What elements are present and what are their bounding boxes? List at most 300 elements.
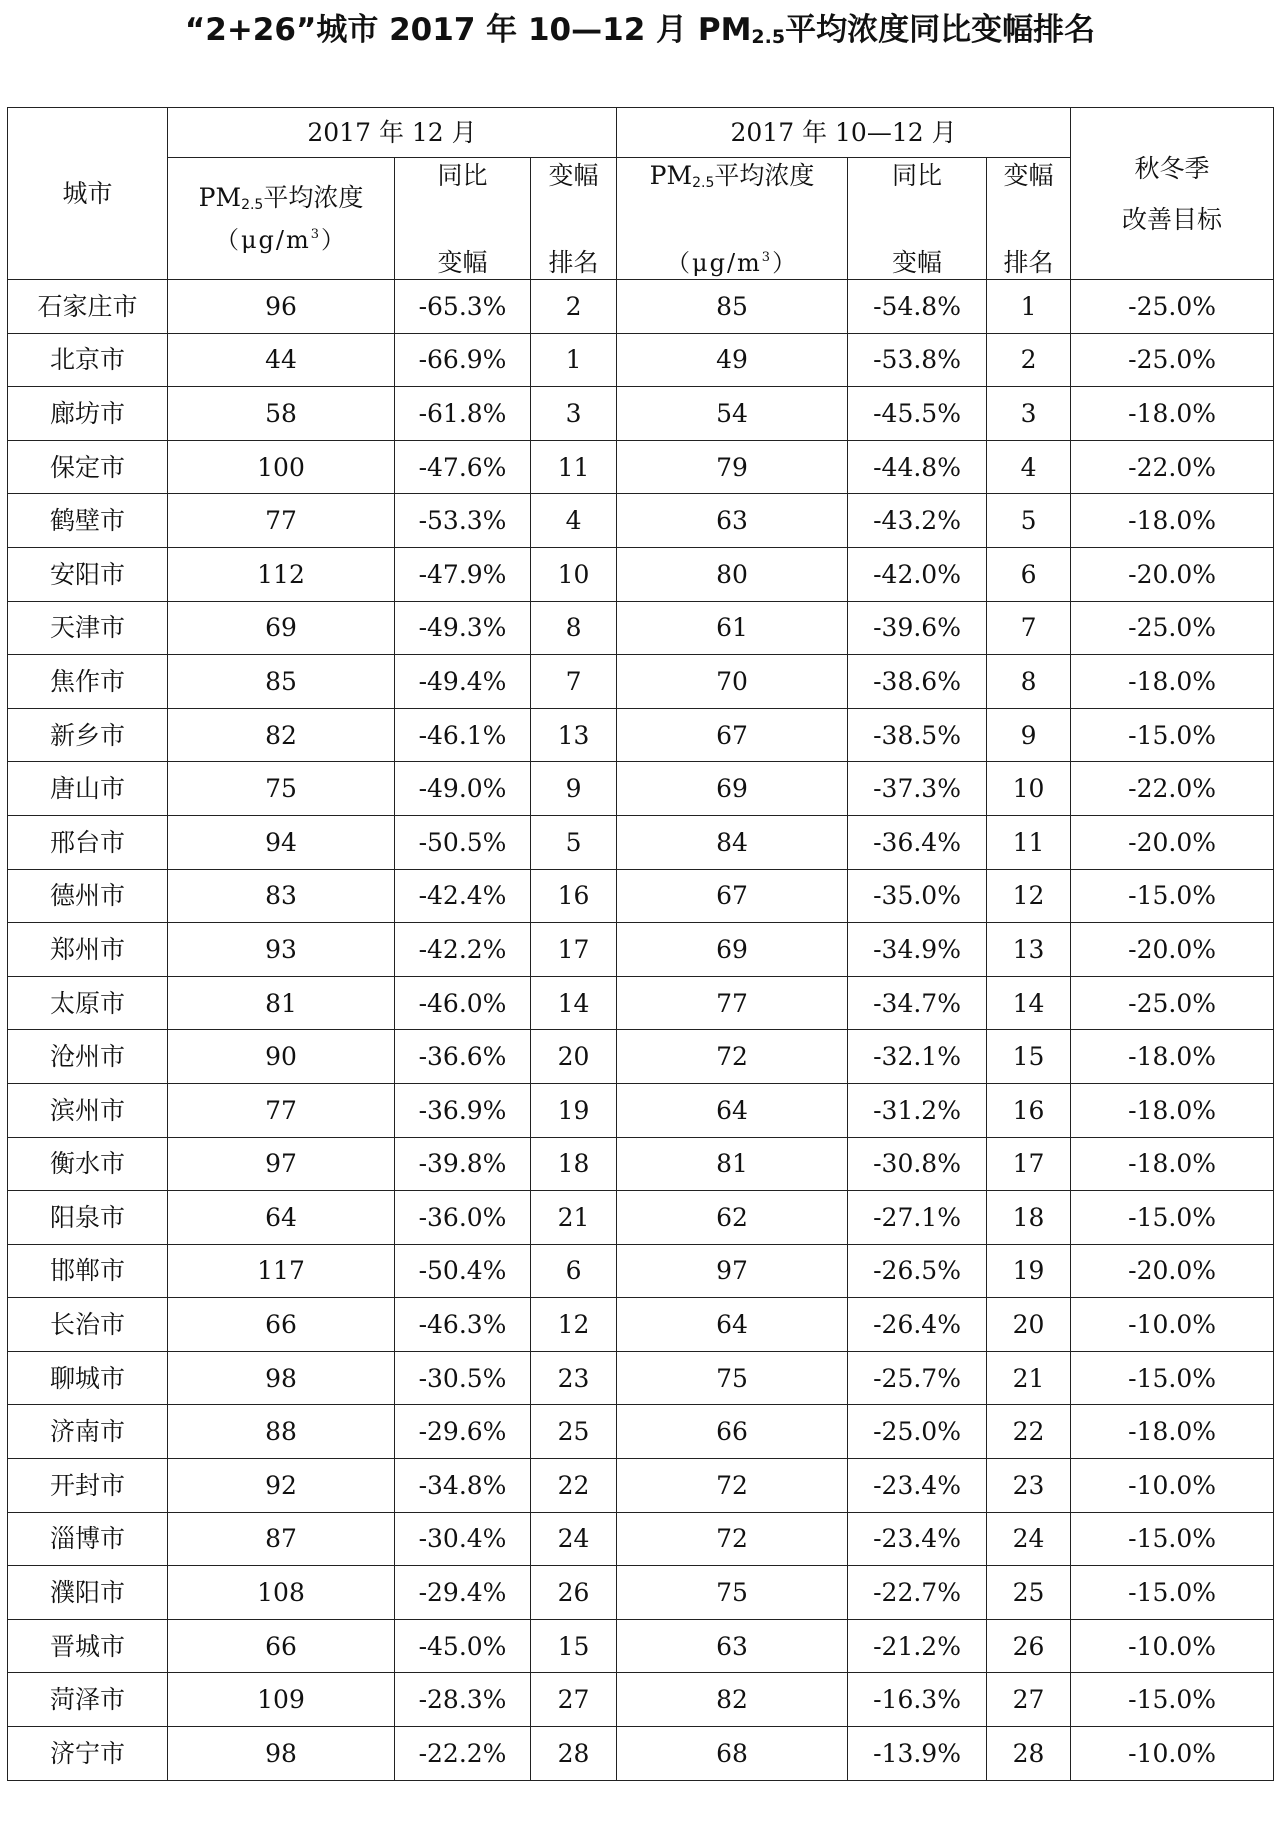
cell-q4-rank: 24 — [987, 1512, 1071, 1566]
cell-q4-yoy-change: -45.5% — [848, 387, 987, 441]
table-row — [8, 869, 1274, 923]
cell-q4-yoy-change: -39.6% — [848, 601, 987, 655]
cell-dec-concentration: 64 — [168, 1191, 395, 1245]
cell-q4-rank: 25 — [987, 1566, 1071, 1620]
cell-dec-yoy-change: -34.8% — [395, 1459, 531, 1513]
table-row — [8, 1727, 1274, 1781]
dec-unit-sup: 3 — [310, 227, 322, 242]
cell-q4-yoy-change: -25.7% — [848, 1351, 987, 1405]
target-header-line2: 改善目标 — [1122, 204, 1223, 234]
cell-q4-yoy-change: -37.3% — [848, 762, 987, 816]
cell-dec-yoy-change: -39.8% — [395, 1137, 531, 1191]
cell-target: -18.0% — [1071, 387, 1274, 441]
cell-dec-concentration: 117 — [168, 1244, 395, 1298]
cell-q4-yoy-change: -30.8% — [848, 1137, 987, 1191]
cell-q4-concentration: 85 — [617, 280, 848, 334]
cell-q4-yoy-change: -16.3% — [848, 1673, 987, 1727]
cell-dec-yoy-change: -46.1% — [395, 708, 531, 762]
cell-dec-yoy-change: -45.0% — [395, 1619, 531, 1673]
cell-q4-rank: 3 — [987, 387, 1071, 441]
table-row — [8, 1351, 1274, 1405]
dec-conc-header — [168, 158, 395, 280]
cell-target: -20.0% — [1071, 1244, 1274, 1298]
cell-target: -25.0% — [1071, 280, 1274, 334]
cell-q4-rank: 9 — [987, 708, 1071, 762]
cell-q4-concentration: 97 — [617, 1244, 848, 1298]
q4-rank-header — [987, 158, 1071, 280]
dec-rank-line2: 排名 — [548, 247, 599, 277]
table-row — [8, 1512, 1274, 1566]
cell-target: -15.0% — [1071, 1512, 1274, 1566]
cell-q4-yoy-change: -53.8% — [848, 333, 987, 387]
cell-q4-yoy-change: -31.2% — [848, 1083, 987, 1137]
cell-dec-rank: 16 — [531, 869, 617, 923]
cell-dec-rank: 12 — [531, 1298, 617, 1352]
table-row — [8, 547, 1274, 601]
cell-dec-yoy-change: -36.6% — [395, 1030, 531, 1084]
cell-city: 晋城市 — [8, 1619, 168, 1673]
table-row — [8, 494, 1274, 548]
target-header-stack — [1071, 153, 1273, 234]
cell-dec-rank: 26 — [531, 1566, 617, 1620]
cell-q4-concentration: 67 — [617, 869, 848, 923]
cell-target: -10.0% — [1071, 1298, 1274, 1352]
cell-dec-yoy-change: -66.9% — [395, 333, 531, 387]
cell-dec-yoy-change: -47.9% — [395, 547, 531, 601]
cell-dec-yoy-change: -46.0% — [395, 976, 531, 1030]
cell-city: 石家庄市 — [8, 280, 168, 334]
cell-city: 安阳市 — [8, 547, 168, 601]
cell-q4-yoy-change: -42.0% — [848, 547, 987, 601]
cell-q4-yoy-change: -23.4% — [848, 1512, 987, 1566]
cell-target: -15.0% — [1071, 1191, 1274, 1245]
dec-pm-suffix: 平均浓度 — [263, 183, 364, 212]
cell-dec-yoy-change: -49.0% — [395, 762, 531, 816]
cell-dec-rank: 21 — [531, 1191, 617, 1245]
cell-dec-rank: 7 — [531, 655, 617, 709]
cell-q4-yoy-change: -34.7% — [848, 976, 987, 1030]
cell-target: -15.0% — [1071, 708, 1274, 762]
cell-q4-yoy-change: -22.7% — [848, 1566, 987, 1620]
cell-dec-yoy-change: -61.8% — [395, 387, 531, 441]
cell-dec-rank: 1 — [531, 333, 617, 387]
q4-pm-prefix: PM — [649, 160, 693, 190]
cell-target: -15.0% — [1071, 869, 1274, 923]
cell-target: -25.0% — [1071, 333, 1274, 387]
cell-dec-concentration: 75 — [168, 762, 395, 816]
table-row — [8, 387, 1274, 441]
cell-target: -15.0% — [1071, 1351, 1274, 1405]
cell-dec-concentration: 66 — [168, 1298, 395, 1352]
dec-pm-prefix: PM — [198, 183, 242, 212]
cell-dec-concentration: 44 — [168, 333, 395, 387]
cell-target: -18.0% — [1071, 1030, 1274, 1084]
cell-q4-rank: 27 — [987, 1673, 1071, 1727]
cell-dec-concentration: 97 — [168, 1137, 395, 1191]
cell-q4-concentration: 72 — [617, 1512, 848, 1566]
dec-yoy-line2: 变幅 — [437, 247, 488, 277]
cell-dec-yoy-change: -28.3% — [395, 1673, 531, 1727]
cell-city: 济南市 — [8, 1405, 168, 1459]
cell-city: 太原市 — [8, 976, 168, 1030]
table-row — [8, 280, 1274, 334]
cell-city: 德州市 — [8, 869, 168, 923]
dec-rank-line1: 变幅 — [548, 160, 599, 190]
period-dec-label: 2017 年 12 月 — [307, 118, 477, 147]
cell-q4-concentration: 62 — [617, 1191, 848, 1245]
cell-dec-concentration: 66 — [168, 1619, 395, 1673]
cell-city: 沧州市 — [8, 1030, 168, 1084]
cell-dec-concentration: 69 — [168, 601, 395, 655]
cell-dec-rank: 18 — [531, 1137, 617, 1191]
cell-q4-rank: 4 — [987, 440, 1071, 494]
cell-dec-yoy-change: -29.6% — [395, 1405, 531, 1459]
cell-q4-rank: 18 — [987, 1191, 1071, 1245]
cell-dec-yoy-change: -36.0% — [395, 1191, 531, 1245]
cell-q4-concentration: 79 — [617, 440, 848, 494]
cell-dec-concentration: 87 — [168, 1512, 395, 1566]
cell-q4-concentration: 80 — [617, 547, 848, 601]
cell-q4-concentration: 81 — [617, 1137, 848, 1191]
table-row — [8, 1191, 1274, 1245]
target-header-line1: 秋冬季 — [1134, 153, 1210, 183]
cell-dec-concentration: 112 — [168, 547, 395, 601]
cell-dec-rank: 25 — [531, 1405, 617, 1459]
cell-dec-rank: 19 — [531, 1083, 617, 1137]
cell-city: 新乡市 — [8, 708, 168, 762]
cell-q4-concentration: 77 — [617, 976, 848, 1030]
q4-rank-line2: 排名 — [1003, 247, 1054, 277]
cell-q4-rank: 12 — [987, 869, 1071, 923]
cell-city: 菏泽市 — [8, 1673, 168, 1727]
cell-city: 衡水市 — [8, 1137, 168, 1191]
table-row — [8, 1619, 1274, 1673]
q4-conc-header-stack — [617, 159, 847, 279]
cell-q4-concentration: 72 — [617, 1030, 848, 1084]
table-row — [8, 601, 1274, 655]
cell-dec-yoy-change: -49.3% — [395, 601, 531, 655]
cell-q4-rank: 21 — [987, 1351, 1071, 1405]
cell-city: 焦作市 — [8, 655, 168, 709]
cell-dec-concentration: 88 — [168, 1405, 395, 1459]
cell-q4-concentration: 70 — [617, 655, 848, 709]
cell-target: -20.0% — [1071, 923, 1274, 977]
dec-conc-header-line1 — [198, 183, 364, 213]
q4-rank-header-stack — [987, 159, 1070, 279]
cell-q4-concentration: 69 — [617, 923, 848, 977]
cell-city: 滨州市 — [8, 1083, 168, 1137]
cell-q4-rank: 20 — [987, 1298, 1071, 1352]
cell-q4-rank: 23 — [987, 1459, 1071, 1513]
cell-q4-concentration: 49 — [617, 333, 848, 387]
cell-q4-yoy-change: -38.5% — [848, 708, 987, 762]
cell-city: 保定市 — [8, 440, 168, 494]
cell-dec-concentration: 108 — [168, 1566, 395, 1620]
dec-unit-main: （μg/m — [214, 226, 311, 254]
cell-q4-concentration: 69 — [617, 762, 848, 816]
table-row — [8, 976, 1274, 1030]
dec-unit-close: ） — [321, 226, 348, 254]
period-dec-header — [168, 108, 617, 158]
period-q4-header — [617, 108, 1071, 158]
city-header-label: 城市 — [62, 179, 113, 208]
cell-dec-yoy-change: -36.9% — [395, 1083, 531, 1137]
cell-dec-concentration: 90 — [168, 1030, 395, 1084]
cell-city: 淄博市 — [8, 1512, 168, 1566]
q4-unit-close: ） — [772, 248, 799, 277]
cell-dec-concentration: 94 — [168, 815, 395, 869]
cell-city: 北京市 — [8, 333, 168, 387]
cell-dec-yoy-change: -22.2% — [395, 1727, 531, 1781]
page-title — [0, 8, 1280, 52]
table-row — [8, 1298, 1274, 1352]
table-row — [8, 923, 1274, 977]
cell-q4-concentration: 64 — [617, 1298, 848, 1352]
cell-dec-rank: 4 — [531, 494, 617, 548]
cell-dec-concentration: 85 — [168, 655, 395, 709]
cell-q4-yoy-change: -25.0% — [848, 1405, 987, 1459]
dec-conc-header-stack — [168, 185, 394, 252]
cell-q4-yoy-change: -38.6% — [848, 655, 987, 709]
cell-q4-rank: 7 — [987, 601, 1071, 655]
cell-city: 廊坊市 — [8, 387, 168, 441]
cell-q4-concentration: 82 — [617, 1673, 848, 1727]
cell-dec-concentration: 109 — [168, 1673, 395, 1727]
cell-city: 开封市 — [8, 1459, 168, 1513]
cell-city: 聊城市 — [8, 1351, 168, 1405]
cell-city: 天津市 — [8, 601, 168, 655]
table-row — [8, 1244, 1274, 1298]
cell-q4-rank: 8 — [987, 655, 1071, 709]
cell-q4-yoy-change: -34.9% — [848, 923, 987, 977]
cell-dec-rank: 2 — [531, 280, 617, 334]
q4-pm-sub: 2.5 — [692, 174, 715, 191]
cell-q4-yoy-change: -23.4% — [848, 1459, 987, 1513]
q4-conc-unit — [665, 248, 799, 277]
cell-dec-yoy-change: -42.4% — [395, 869, 531, 923]
cell-q4-yoy-change: -13.9% — [848, 1727, 987, 1781]
cell-target: -18.0% — [1071, 494, 1274, 548]
cell-q4-concentration: 75 — [617, 1566, 848, 1620]
cell-q4-yoy-change: -36.4% — [848, 815, 987, 869]
cell-q4-rank: 28 — [987, 1727, 1071, 1781]
cell-q4-yoy-change: -35.0% — [848, 869, 987, 923]
cell-dec-concentration: 77 — [168, 494, 395, 548]
target-header — [1071, 108, 1274, 280]
cell-target: -20.0% — [1071, 815, 1274, 869]
cell-target: -10.0% — [1071, 1619, 1274, 1673]
cell-q4-rank: 17 — [987, 1137, 1071, 1191]
dec-yoy-header-stack — [395, 159, 530, 279]
cell-dec-rank: 8 — [531, 601, 617, 655]
table-body — [8, 280, 1274, 1781]
cell-target: -10.0% — [1071, 1459, 1274, 1513]
cell-q4-yoy-change: -44.8% — [848, 440, 987, 494]
cell-dec-concentration: 98 — [168, 1727, 395, 1781]
q4-pm-suffix: 平均浓度 — [714, 160, 815, 190]
q4-unit-sup: 3 — [761, 249, 773, 265]
q4-yoy-line2: 变幅 — [892, 247, 943, 277]
dec-yoy-line1: 同比 — [437, 160, 488, 190]
title-suffix: 平均浓度同比变幅排名 — [785, 12, 1096, 48]
cell-q4-rank: 14 — [987, 976, 1071, 1030]
cell-target: -15.0% — [1071, 1673, 1274, 1727]
cell-dec-concentration: 82 — [168, 708, 395, 762]
cell-q4-rank: 26 — [987, 1619, 1071, 1673]
dec-rank-header — [531, 158, 617, 280]
cell-dec-yoy-change: -29.4% — [395, 1566, 531, 1620]
table-row — [8, 440, 1274, 494]
cell-dec-yoy-change: -46.3% — [395, 1298, 531, 1352]
cell-target: -25.0% — [1071, 601, 1274, 655]
cell-q4-rank: 5 — [987, 494, 1071, 548]
cell-dec-rank: 13 — [531, 708, 617, 762]
cell-target: -10.0% — [1071, 1727, 1274, 1781]
cell-dec-yoy-change: -30.5% — [395, 1351, 531, 1405]
cell-q4-rank: 16 — [987, 1083, 1071, 1137]
q4-conc-header — [617, 158, 848, 280]
cell-q4-rank: 1 — [987, 280, 1071, 334]
cell-q4-concentration: 64 — [617, 1083, 848, 1137]
q4-rank-line1: 变幅 — [1003, 160, 1054, 190]
cell-q4-rank: 11 — [987, 815, 1071, 869]
cell-target: -15.0% — [1071, 1566, 1274, 1620]
cell-dec-concentration: 100 — [168, 440, 395, 494]
cell-target: -25.0% — [1071, 976, 1274, 1030]
dec-yoy-header — [395, 158, 531, 280]
table-row — [8, 1566, 1274, 1620]
cell-dec-yoy-change: -47.6% — [395, 440, 531, 494]
cell-dec-rank: 9 — [531, 762, 617, 816]
cell-q4-rank: 19 — [987, 1244, 1071, 1298]
cell-q4-yoy-change: -54.8% — [848, 280, 987, 334]
cell-target: -18.0% — [1071, 1405, 1274, 1459]
cell-q4-concentration: 63 — [617, 1619, 848, 1673]
dec-rank-header-stack — [531, 159, 616, 279]
cell-q4-rank: 15 — [987, 1030, 1071, 1084]
cell-dec-rank: 27 — [531, 1673, 617, 1727]
q4-yoy-line1: 同比 — [892, 160, 943, 190]
cell-q4-rank: 10 — [987, 762, 1071, 816]
dec-pm-sub: 2.5 — [241, 197, 264, 213]
cell-dec-rank: 17 — [531, 923, 617, 977]
table-header — [8, 108, 1274, 280]
col-city-header — [8, 108, 168, 280]
cell-dec-rank: 6 — [531, 1244, 617, 1298]
cell-dec-yoy-change: -50.4% — [395, 1244, 531, 1298]
cell-dec-concentration: 58 — [168, 387, 395, 441]
cell-target: -18.0% — [1071, 655, 1274, 709]
cell-dec-rank: 11 — [531, 440, 617, 494]
cell-dec-yoy-change: -30.4% — [395, 1512, 531, 1566]
cell-dec-rank: 28 — [531, 1727, 617, 1781]
cell-city: 鹤壁市 — [8, 494, 168, 548]
cell-dec-concentration: 83 — [168, 869, 395, 923]
cell-dec-yoy-change: -49.4% — [395, 655, 531, 709]
table-row — [8, 1405, 1274, 1459]
cell-city: 唐山市 — [8, 762, 168, 816]
q4-conc-header-line1 — [649, 160, 815, 191]
cell-dec-concentration: 96 — [168, 280, 395, 334]
cell-dec-concentration: 77 — [168, 1083, 395, 1137]
q4-yoy-header — [848, 158, 987, 280]
cell-q4-concentration: 61 — [617, 601, 848, 655]
cell-city: 濮阳市 — [8, 1566, 168, 1620]
table-row — [8, 1137, 1274, 1191]
cell-q4-concentration: 67 — [617, 708, 848, 762]
dec-conc-unit — [215, 228, 347, 252]
cell-q4-yoy-change: -26.4% — [848, 1298, 987, 1352]
cell-dec-rank: 15 — [531, 1619, 617, 1673]
table-row — [8, 762, 1274, 816]
cell-q4-concentration: 75 — [617, 1351, 848, 1405]
cell-dec-yoy-change: -50.5% — [395, 815, 531, 869]
cell-dec-rank: 20 — [531, 1030, 617, 1084]
table-row — [8, 1459, 1274, 1513]
cell-q4-rank: 6 — [987, 547, 1071, 601]
cell-dec-rank: 5 — [531, 815, 617, 869]
cell-q4-yoy-change: -21.2% — [848, 1619, 987, 1673]
cell-dec-yoy-change: -53.3% — [395, 494, 531, 548]
table-row — [8, 333, 1274, 387]
ranking-table — [7, 107, 1274, 1781]
cell-dec-rank: 14 — [531, 976, 617, 1030]
period-q4-label: 2017 年 10—12 月 — [730, 118, 957, 147]
cell-dec-concentration: 93 — [168, 923, 395, 977]
title-subscript: 2.5 — [751, 26, 786, 48]
cell-q4-rank: 13 — [987, 923, 1071, 977]
cell-dec-rank: 23 — [531, 1351, 617, 1405]
cell-dec-rank: 3 — [531, 387, 617, 441]
cell-dec-yoy-change: -65.3% — [395, 280, 531, 334]
cell-q4-concentration: 63 — [617, 494, 848, 548]
cell-city: 济宁市 — [8, 1727, 168, 1781]
cell-q4-yoy-change: -27.1% — [848, 1191, 987, 1245]
cell-q4-yoy-change: -26.5% — [848, 1244, 987, 1298]
cell-dec-concentration: 92 — [168, 1459, 395, 1513]
cell-q4-yoy-change: -43.2% — [848, 494, 987, 548]
cell-q4-concentration: 68 — [617, 1727, 848, 1781]
table-row — [8, 1673, 1274, 1727]
cell-q4-rank: 2 — [987, 333, 1071, 387]
cell-city: 长治市 — [8, 1298, 168, 1352]
cell-city: 邢台市 — [8, 815, 168, 869]
cell-q4-concentration: 84 — [617, 815, 848, 869]
cell-city: 郑州市 — [8, 923, 168, 977]
cell-q4-rank: 22 — [987, 1405, 1071, 1459]
q4-unit-main: （μg/m — [665, 248, 762, 277]
cell-target: -18.0% — [1071, 1083, 1274, 1137]
table-row — [8, 815, 1274, 869]
table-row — [8, 708, 1274, 762]
cell-q4-yoy-change: -32.1% — [848, 1030, 987, 1084]
cell-dec-rank: 24 — [531, 1512, 617, 1566]
cell-target: -22.0% — [1071, 440, 1274, 494]
q4-yoy-header-stack — [848, 159, 986, 279]
cell-q4-concentration: 72 — [617, 1459, 848, 1513]
title-main: “2+26”城市 2017 年 10—12 月 PM — [184, 12, 752, 48]
cell-dec-yoy-change: -42.2% — [395, 923, 531, 977]
cell-q4-concentration: 66 — [617, 1405, 848, 1459]
cell-city: 阳泉市 — [8, 1191, 168, 1245]
table-row — [8, 1083, 1274, 1137]
cell-target: -18.0% — [1071, 1137, 1274, 1191]
cell-dec-concentration: 81 — [168, 976, 395, 1030]
cell-dec-rank: 22 — [531, 1459, 617, 1513]
table-row — [8, 1030, 1274, 1084]
table-row — [8, 655, 1274, 709]
cell-target: -22.0% — [1071, 762, 1274, 816]
